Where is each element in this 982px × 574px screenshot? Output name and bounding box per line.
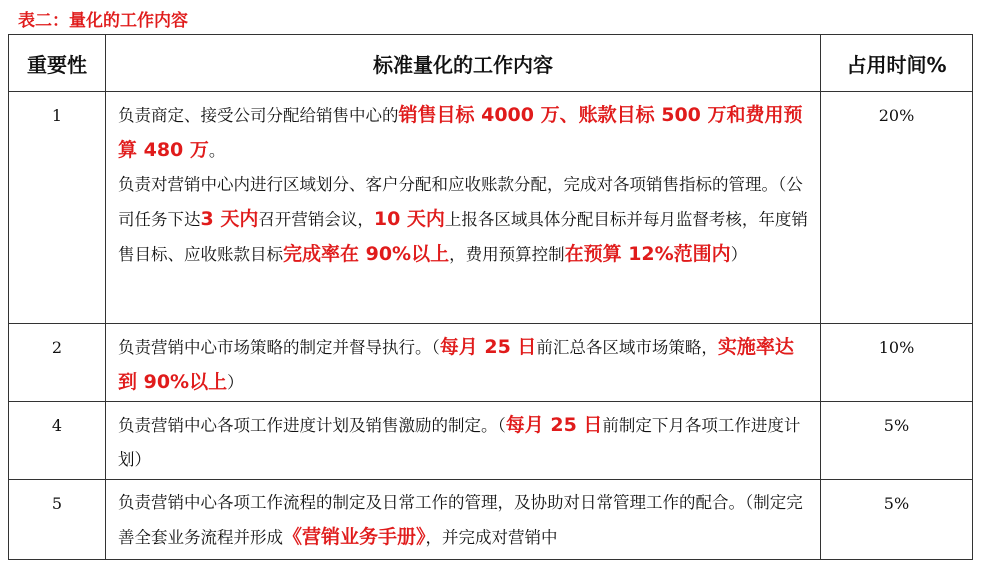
content-paragraph [118, 330, 810, 400]
row-content [106, 402, 821, 480]
row-importance: 4 [9, 402, 106, 480]
table-row [9, 92, 973, 324]
body-text: 负责对营销中心内进行区域划分、客户分配和应收账款分配，完成对各项销售指标的管理。（公司任务下达 [118, 175, 803, 229]
highlight-text: 《营销业务手册》 [283, 526, 426, 548]
body-text: ，并完成对营销中 [425, 528, 558, 547]
highlight-text: 3 天内 [200, 208, 259, 230]
row-time-percent: 5% [821, 480, 973, 560]
row-content [106, 324, 821, 402]
highlight-text: 10 天内 [373, 208, 445, 230]
table-caption: 表二：量化的工作内容 [18, 11, 188, 31]
body-text: 。 [208, 141, 226, 160]
body-text: 上报各区域具体分配目标并每月监督考核，年度销售目标、应收账款目标 [118, 210, 808, 264]
row-time-percent: 5% [821, 402, 973, 480]
body-text: ） [730, 245, 748, 264]
header-importance: 重要性 [9, 35, 106, 92]
highlight-text: 在预算 12%范围内 [564, 243, 731, 265]
row-importance: 1 [9, 92, 106, 324]
body-text: 负责营销中心市场策略的制定并督导执行。（ [118, 338, 440, 357]
row-importance: 5 [9, 480, 106, 560]
highlight-text: 每月 25 日 [505, 414, 603, 436]
header-time-percent: 占用时间% [821, 35, 973, 92]
content-paragraph [118, 408, 810, 477]
header-content: 标准量化的工作内容 [106, 35, 821, 92]
table-row [9, 480, 973, 560]
highlight-text: 每月 25 日 [439, 336, 537, 358]
row-importance: 2 [9, 324, 106, 402]
body-text: 前制定下月各项工作进度计划） [118, 416, 801, 469]
highlight-text: 销售目标 4000 万、账款目标 500 万和费用预算 480 万 [118, 104, 803, 161]
body-text: ，费用预算控制 [449, 245, 565, 264]
body-text: 负责营销中心各项工作流程的制定及日常工作的管理，及协助对日常管理工作的配合。（制定完善全套业务流程并形成 [118, 493, 803, 547]
table-header-row [9, 35, 973, 92]
content-paragraph [118, 98, 810, 168]
body-text: 召开营销会议， [258, 210, 374, 229]
body-text: 负责营销中心各项工作进度计划及销售激励的制定。（ [118, 416, 506, 435]
row-content [106, 480, 821, 560]
content-paragraph [118, 486, 810, 555]
body-text: 负责商定、接受公司分配给销售中心的 [118, 106, 399, 125]
row-time-percent: 10% [821, 324, 973, 402]
work-content-table [8, 34, 973, 560]
body-text: ） [227, 373, 244, 392]
content-paragraph [118, 168, 810, 272]
table-row [9, 324, 973, 402]
row-content [106, 92, 821, 324]
highlight-text: 完成率在 90%以上 [283, 243, 450, 265]
table-row [9, 402, 973, 480]
row-time-percent: 20% [821, 92, 973, 324]
highlight-text: 实施率达到 90%以上 [118, 336, 794, 393]
body-text: 前汇总各区域市场策略， [536, 338, 718, 357]
